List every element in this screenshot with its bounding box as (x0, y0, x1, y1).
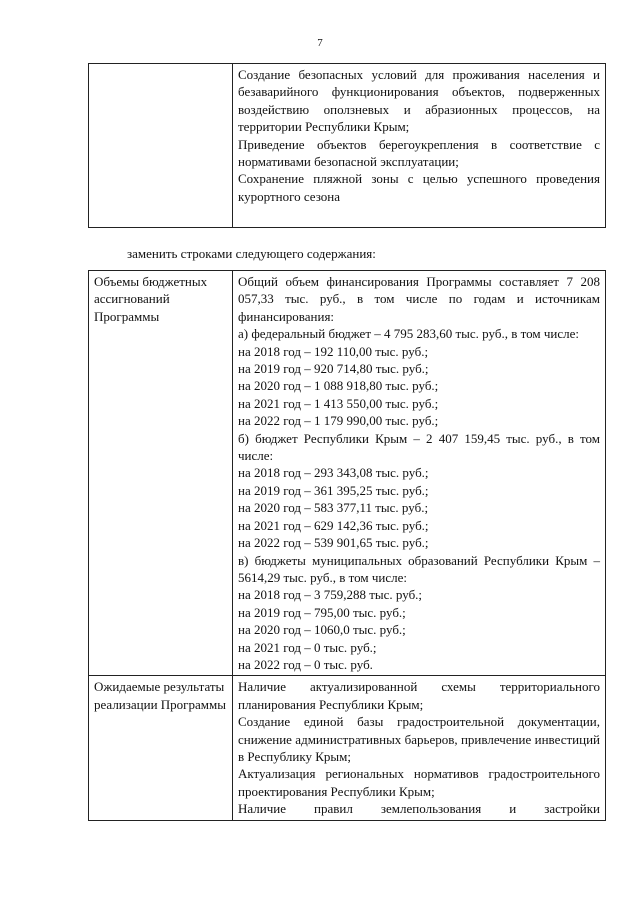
federal-budget-title: а) федеральный бюджет – 4 795 283,60 тыс. руб., в том числе: (238, 326, 579, 342)
year-line: на 2020 год – 583 377,11 тыс. руб.; (238, 500, 429, 516)
year-line: на 2019 год – 920 714,80 тыс. руб.; (238, 361, 429, 377)
results-cell (233, 64, 606, 228)
passport-table (88, 270, 606, 821)
result-item: Наличие актуализированной схемы территориального планирования Республики Крым; (238, 679, 600, 712)
result-item: Приведение объектов берегоукрепления в соответствие с нормативами безопасной эксплуатации; (238, 136, 600, 170)
year-line: на 2018 год – 192 110,00 тыс. руб.; (238, 343, 429, 359)
year-line: на 2022 год – 539 901,65 тыс. руб.; (238, 535, 429, 551)
year-line: на 2022 год – 1 179 990,00 тыс. руб.; (238, 413, 439, 429)
year-line: на 2021 год – 1 413 550,00 тыс. руб.; (238, 395, 439, 411)
year-line: на 2022 год – 0 тыс. руб. (238, 656, 373, 672)
result-item: Наличие правил землепользования и застройки (238, 801, 600, 817)
table-row (89, 64, 606, 228)
regional-budget-title: б) бюджет Республики Крым – 2 407 159,45 тыс. руб., в том числе: (238, 430, 600, 464)
year-line: на 2021 год – 629 142,36 тыс. руб.; (238, 517, 429, 533)
year-line: на 2019 год – 361 395,25 тыс. руб.; (238, 482, 429, 498)
municipal-budget-title: в) бюджеты муниципальных образований Республики Крым – 5614,29 тыс. руб., в том числе: (238, 552, 600, 585)
year-line: на 2018 год – 3 759,288 тыс. руб.; (238, 587, 423, 603)
row-label: Объемы бюджетных ассигнований Программы (94, 274, 208, 324)
page-number: 7 (317, 37, 323, 49)
financing-intro: Общий объем финансирования Программы составляет 7 208 057,33 тыс. руб., в том числе по годам и источникам финансирования: (238, 274, 600, 324)
year-line: на 2018 год – 293 343,08 тыс. руб.; (238, 465, 429, 481)
row-label: Ожидаемые результаты реализации Программы (94, 679, 226, 712)
year-line: на 2019 год – 795,00 тыс. руб.; (238, 604, 406, 620)
row-label-cell (89, 271, 233, 676)
expected-results-cell (233, 676, 606, 820)
empty-label-cell (89, 64, 233, 228)
table-row (89, 271, 606, 676)
result-item: Создание единой базы градостроительной документации, снижение административных барьеров, привлечение инвестиций в Республику Крым; (238, 714, 600, 764)
result-item: Актуализация региональных нормативов градостроительного проектирования Республики Крым; (238, 766, 600, 799)
table-row (89, 676, 606, 820)
result-item: Создание безопасных условий для проживания населения и безаварийного функционирования объектов, подверженных воздействию оползневых и абразионных процессов, на территории Республики Крым; (238, 67, 600, 135)
year-line: на 2021 год – 0 тыс. руб.; (238, 639, 377, 655)
year-line: на 2020 год – 1060,0 тыс. руб.; (238, 622, 406, 638)
financing-cell (233, 271, 606, 676)
year-line: на 2020 год – 1 088 918,80 тыс. руб.; (238, 378, 439, 394)
result-item: Сохранение пляжной зоны с целью успешного проведения курортного сезона (238, 171, 600, 204)
row-label-cell (89, 676, 233, 820)
replace-instruction: заменить строками следующего содержания: (127, 246, 376, 261)
continued-table (88, 63, 606, 228)
